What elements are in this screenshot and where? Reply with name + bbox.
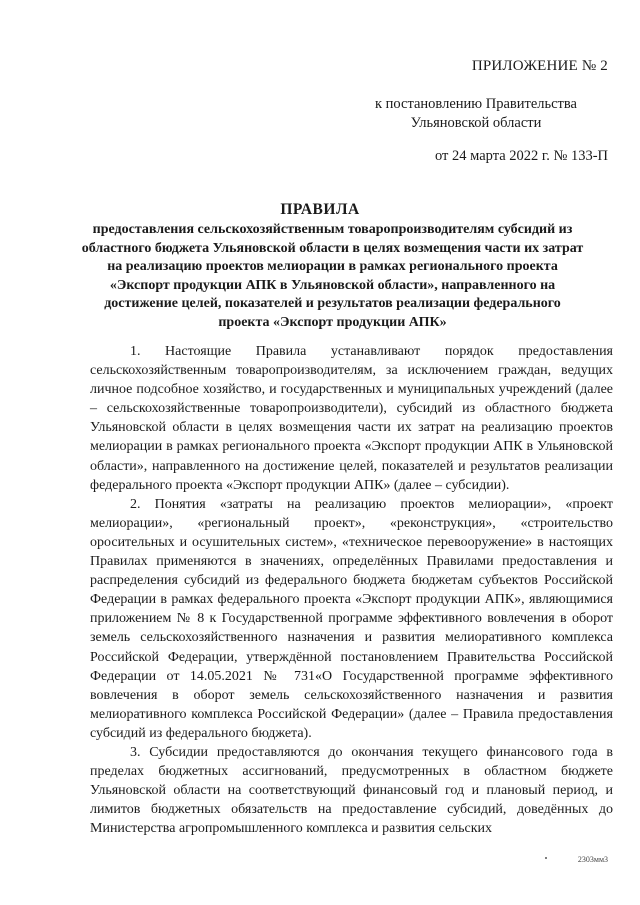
appendix-label: ПРИЛОЖЕНИЕ № 2 xyxy=(471,58,608,74)
document-subtitle: предоставления сельскохозяйственным товаропроизводителям субсидий из областного бюджета Ульяновской области в целях возмещения части их затрат на реализацию проектов мелиорации в рамках регионального проекта «Экспорт продукции АПК в Ульяновской области», направленного на достижение целей, показателей и результатов реализации федерального проекта «Экспорт продукции АПК» xyxy=(81,222,584,330)
paragraph-3: 3. Субсидии предоставляются до окончания текущего финансового года в пределах бюджетных ассигнований, предусмотренных в областном бюджете Ульяновской области на соответствующий финансовый год и плановый период, и лимитов бюджетных обязательств на предоставление субсидий, доведённых до Министерства агропромышленного комплекса и развития сельских xyxy=(90,744,613,837)
resolution-date-number: от 24 марта 2022 г. № 133-П xyxy=(435,148,608,164)
footer-code: 2303мм3 xyxy=(577,855,608,864)
scan-dot xyxy=(545,857,547,859)
resolution-reference-line-2: Ульяновской области xyxy=(410,115,542,131)
paragraph-2: 2. Понятия «затраты на реализацию проектов мелиорации», «проект мелиорации», «региональный проект», «реконструкция», «строительство оросительных и осушительных систем», «техническое перевооружение» в настоящих Правилах применяются в значениях, определённых Правилами предоставления и распределения субсидий из федерального бюджета бюджетам субъектов Российской Федерации в рамках федерального проекта «Экспорт продукции АПК», являющимися приложением № 8 к Государственной программе эффективного вовлечения в оборот земель сельскохозяйственного назначения и развития мелиоративного комплекса Российской Федерации, утверждённой постановлением Правительства Российской Федерации от 14.05.2021 № 731«О Государственной программе эффективного вовлечения в оборот земель сельскохозяйственного назначения и развития мелиоративного комплекса Российской Федерации» (далее – Правила предоставления субсидий из федерального бюджета). xyxy=(90,496,613,741)
resolution-reference-line-1: к постановлению Правительства xyxy=(375,96,577,112)
resolution-reference xyxy=(346,95,606,133)
document-title: ПРАВИЛА xyxy=(280,201,360,218)
document-body xyxy=(90,342,613,838)
paragraph-1: 1. Настоящие Правила устанавливают порядок предоставления сельскохозяйственным товаропроизводителям, за исключением граждан, ведущих личное подсобное хозяйство, и государственных и муниципальных учреждений (далее – сельскохозяйственные товаропроизводители), субсидий из областного бюджета Ульяновской области в целях возмещения части их затрат на реализацию проектов мелиорации в рамках регионального проекта «Экспорт продукции АПК в Ульяновской области», направленного на достижение целей, показателей и результатов реализации федерального проекта «Экспорт продукции АПК» (далее – субсидии). xyxy=(90,344,613,493)
